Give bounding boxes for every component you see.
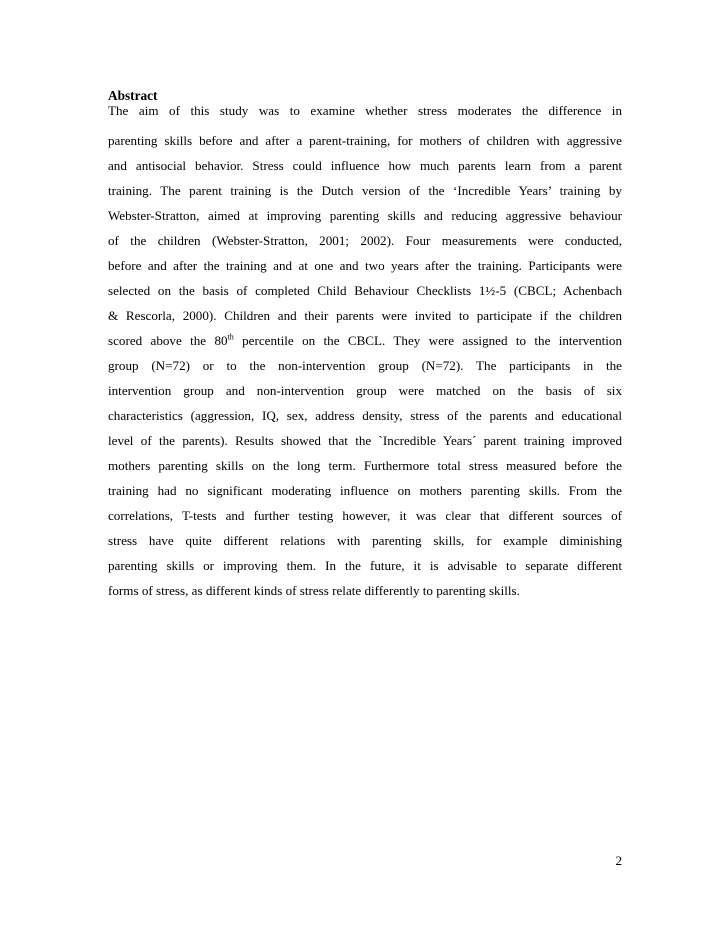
abstract-line: & Rescorla, 2000). Children and their parents were invited to participate if the children: [108, 308, 622, 323]
abstract-heading: Abstract: [108, 88, 158, 103]
ordinal-superscript: th: [227, 332, 234, 342]
abstract-line: and antisocial behavior. Stress could influence how much parents learn from a parent: [108, 158, 622, 173]
abstract-line: correlations, T-tests and further testing however, it was clear that different sources of: [108, 508, 622, 523]
abstract-line: training. The parent training is the Dutch version of the ‘Incredible Years’ training by: [108, 183, 622, 198]
abstract-line: stress have quite different relations with parenting skills, for example diminishing: [108, 533, 622, 548]
abstract-line: intervention group and non-intervention group were matched on the basis of six: [108, 383, 622, 398]
abstract-line: of the children (Webster-Stratton, 2001; 2002). Four measurements were conducted,: [108, 233, 622, 248]
abstract-line: selected on the basis of completed Child Behaviour Checklists 1½-5 (CBCL; Achenbach: [108, 283, 622, 298]
abstract-line: characteristics (aggression, IQ, sex, address density, stress of the parents and educational: [108, 408, 622, 423]
abstract-line: group (N=72) or to the non-intervention group (N=72). The participants in the: [108, 358, 622, 373]
abstract-line: Webster-Stratton, aimed at improving parenting skills and reducing aggressive behaviour: [108, 208, 622, 223]
abstract-line: level of the parents). Results showed that the `Incredible Years´ parent training improved: [108, 433, 622, 448]
abstract-line: parenting skills or improving them. In the future, it is advisable to separate different: [108, 558, 622, 573]
abstract-line: before and after the training and at one and two years after the training. Participants were: [108, 258, 622, 273]
abstract-section: [108, 88, 622, 603]
line-text-before: scored above the 80: [108, 333, 228, 348]
abstract-line: mothers parenting skills on the long term. Furthermore total stress measured before the: [108, 458, 622, 473]
abstract-line: parenting skills before and after a parent-training, for mothers of children with aggressive: [108, 133, 622, 148]
abstract-line: training had no significant moderating influence on mothers parenting skills. From the: [108, 483, 622, 498]
abstract-line: forms of stress, as different kinds of stress relate differently to parenting skills.: [108, 583, 520, 598]
line-text-after: percentile on the CBCL. They were assigned to the intervention: [233, 333, 622, 348]
abstract-body: [108, 103, 622, 603]
abstract-line: The aim of this study was to examine whether stress moderates the difference in: [108, 103, 622, 118]
abstract-line-with-superscript: [108, 328, 622, 353]
page-number: 2: [615, 853, 622, 868]
